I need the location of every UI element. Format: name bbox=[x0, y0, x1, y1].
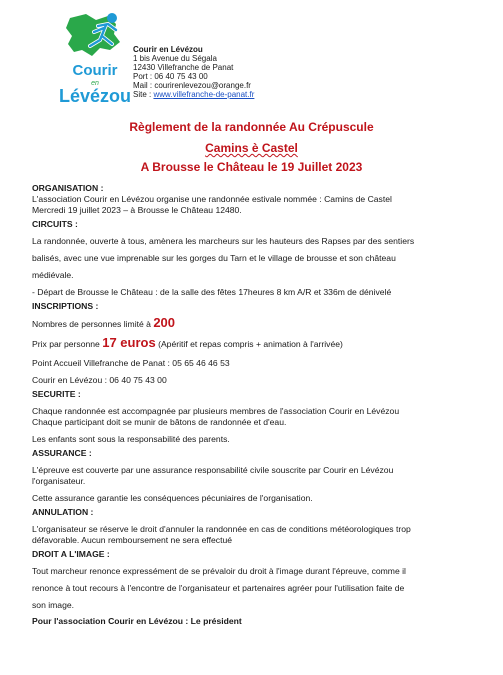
document-title: Règlement de la randonnée Au Crépuscule bbox=[129, 120, 374, 134]
assurance-line-1: L'épreuve est couverte par une assurance responsabilité civile souscrite par Courir en Lévézou bbox=[32, 465, 394, 475]
inscriptions-price-label: Prix par personne bbox=[32, 339, 103, 349]
contact-phone: Port : 06 40 75 43 00 bbox=[133, 71, 208, 81]
annulation-line-2: défavorable. Aucun remboursement ne sera effectué bbox=[32, 535, 233, 545]
inscriptions-courir-phone: Courir en Lévézou : 06 40 75 43 00 bbox=[32, 375, 167, 385]
inscriptions-price bbox=[32, 335, 472, 352]
inscriptions-price-value: 17 euros bbox=[102, 335, 156, 350]
circuits-line-1: La randonnée, ouverte à tous, amènera les marcheurs sur les hauteurs des Rapses par des sentiers bbox=[32, 236, 415, 246]
circuits-line-4: - Départ de Brousse le Château : de la salle des fêtes 17heures 8 km A/R et 336m de dénivelé bbox=[32, 287, 392, 297]
logo-text-en: en bbox=[91, 80, 99, 87]
section-heading-annulation: ANNULATION : bbox=[32, 507, 94, 517]
regulation-body bbox=[32, 180, 472, 627]
signature-line: Pour l'association Courir en Lévézou : Le président bbox=[32, 616, 242, 626]
circuits-line-2: balisés, avec une vue imprenable sur les gorges du Tarn et le village de brousse et son château bbox=[32, 253, 396, 263]
logo-text-levezou: Lévézou bbox=[58, 86, 132, 106]
contact-address-1: 1 bis Avenue du Ségala bbox=[133, 53, 217, 63]
section-heading-circuits: CIRCUITS : bbox=[32, 219, 78, 229]
organisation-line-1: L'association Courir en Lévézou organise une randonnée estivale nommée : Camins de Castel bbox=[32, 194, 392, 204]
section-heading-droit-image: DROIT A L'IMAGE : bbox=[32, 549, 110, 559]
assurance-line-3: Cette assurance garantie les conséquences pécuniaires de l'organisation. bbox=[32, 493, 313, 503]
contact-site-link[interactable]: www.villefranche-de-panat.fr bbox=[153, 89, 255, 99]
event-name-text: Camins è Castel bbox=[205, 141, 298, 155]
section-heading-organisation: ORGANISATION : bbox=[32, 183, 104, 193]
logo-text-courir: Courir bbox=[72, 62, 118, 79]
contact-mail: Mail : courirenlevezou@orange.fr bbox=[133, 80, 251, 90]
droit-image-line-1: Tout marcheur renonce expressément de se prévaloir du droit à l'image durant l'épreuve, comme il bbox=[32, 566, 406, 576]
contact-org: Courir en Lévézou bbox=[133, 45, 203, 54]
securite-line-2: Chaque participant doit se munir de bâtons de randonnée et d'eau. bbox=[32, 417, 287, 427]
contact-block bbox=[133, 46, 254, 99]
droit-image-line-2: renonce à tout recours à l'encontre de l'organisateur et partenaires agréer pour l'utilisation faite de bbox=[32, 583, 405, 593]
section-heading-assurance: ASSURANCE : bbox=[32, 448, 92, 458]
circuits-line-3: médiévale. bbox=[32, 270, 74, 280]
contact-site-row bbox=[133, 91, 254, 100]
inscriptions-limit bbox=[32, 315, 472, 332]
club-logo bbox=[56, 10, 134, 106]
assurance-line-2: l'organisateur. bbox=[32, 476, 86, 486]
droit-image-line-3: son image. bbox=[32, 600, 75, 610]
inscriptions-price-note: (Apéritif et repas compris + animation à l'arrivée) bbox=[155, 339, 343, 349]
inscriptions-limit-label: Nombres de personnes limité à bbox=[32, 319, 154, 329]
event-date-location: A Brousse le Château le 19 Juillet 2023 bbox=[140, 160, 363, 174]
inscriptions-limit-value: 200 bbox=[153, 315, 176, 330]
securite-line-1: Chaque randonnée est accompagnée par plusieurs membres de l'association Courir en Lévézou bbox=[32, 406, 400, 416]
securite-line-3: Les enfants sont sous la responsabilité des parents. bbox=[32, 434, 230, 444]
organisation-line-2: Mercredi 19 juillet 2023 – à Brousse le Château 12480. bbox=[32, 205, 242, 215]
inscriptions-point-accueil: Point Accueil Villefranche de Panat : 05 65 46 46 53 bbox=[32, 358, 230, 368]
annulation-line-1: L'organisateur se réserve le droit d'annuler la randonnée en cas de conditions météorologiques trop bbox=[32, 524, 411, 534]
section-heading-inscriptions: INSCRIPTIONS : bbox=[32, 301, 99, 311]
contact-address-2: 12430 Villefranche de Panat bbox=[133, 62, 234, 72]
event-name bbox=[0, 141, 503, 155]
runner-map-icon bbox=[56, 10, 134, 66]
contact-site-label: Site : bbox=[133, 89, 154, 99]
section-heading-securite: SECURITE : bbox=[32, 389, 81, 399]
